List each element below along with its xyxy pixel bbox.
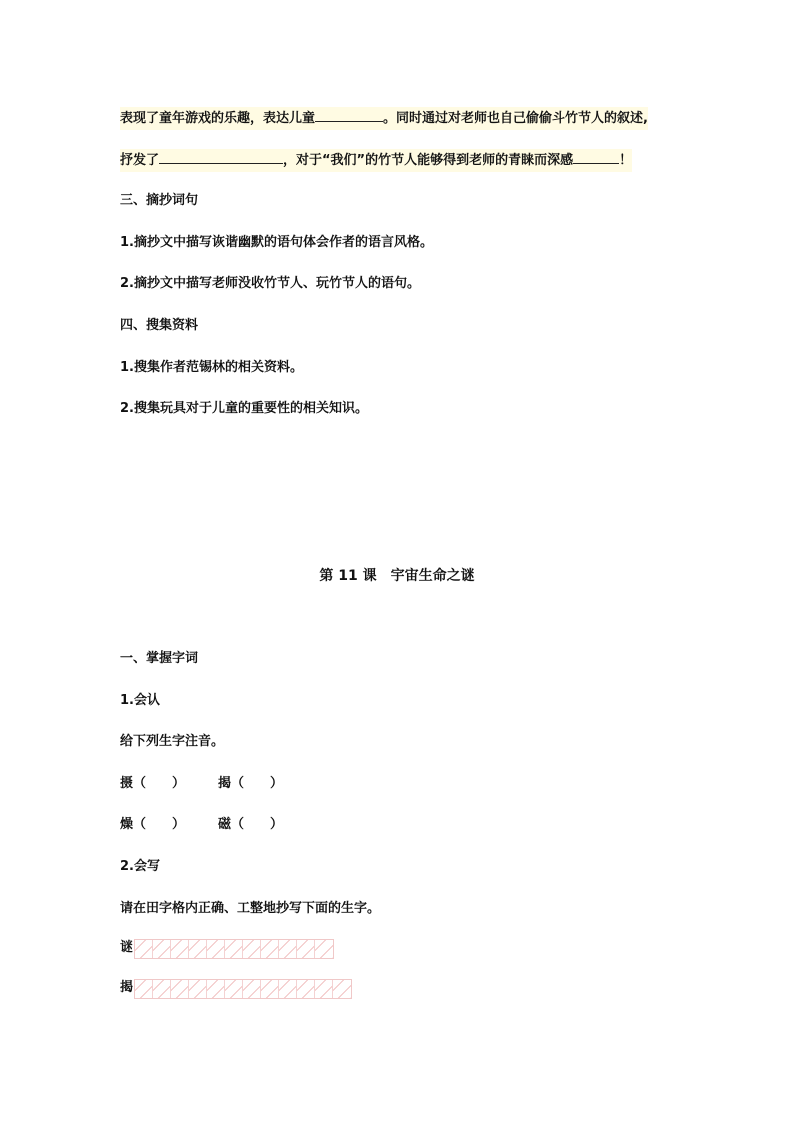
pinyin-char: 燥: [120, 817, 134, 832]
pinyin-bracket[interactable]: （ ）: [133, 817, 186, 832]
grid-char: 揭: [120, 980, 134, 995]
grid-cell[interactable]: [189, 980, 207, 998]
para2-text-b: ，对于“我们”的竹节人能够得到老师的青睐而深感: [283, 153, 574, 168]
grid-cell[interactable]: [189, 940, 207, 958]
section4-item-1: 1.搜集作者范锡林的相关资料。: [120, 360, 303, 375]
grid-cell[interactable]: [135, 940, 153, 958]
section3-item-2: 2.摘抄文中描写老师没收竹节人、玩竹节人的语句。: [120, 276, 420, 291]
pinyin-item-1: [120, 773, 185, 795]
grid-cell[interactable]: [171, 980, 189, 998]
section1-sub-1: 1.会认: [120, 693, 160, 708]
pinyin-item-4: [218, 814, 283, 836]
section1-sub-2: 2.会写: [120, 859, 160, 874]
grid-cell[interactable]: [315, 980, 333, 998]
section3-heading: 三、摘抄词句: [120, 193, 199, 208]
pinyin-bracket[interactable]: （ ）: [133, 776, 186, 791]
grid-cell[interactable]: [279, 940, 297, 958]
grid-char: 谜: [120, 940, 134, 955]
pinyin-char: 摄: [120, 776, 134, 791]
grid-cell[interactable]: [171, 940, 189, 958]
grid-cell[interactable]: [297, 980, 315, 998]
section1-instruction-2: 请在田字格内正确、工整地抄写下面的生字。: [120, 901, 381, 916]
fill-blank-2[interactable]: [159, 149, 283, 164]
section4-heading: 四、搜集资料: [120, 318, 199, 333]
paragraph-line-1: [120, 107, 648, 130]
pinyin-char: 揭: [218, 776, 232, 791]
grid-cell[interactable]: [243, 980, 261, 998]
pinyin-item-2: [218, 773, 283, 795]
grid-cell[interactable]: [333, 980, 351, 998]
pinyin-item-3: [120, 814, 185, 836]
section4-item-2: 2.搜集玩具对于儿童的重要性的相关知识。: [120, 401, 368, 416]
grid-cell[interactable]: [261, 940, 279, 958]
section1-heading: 一、掌握字词: [120, 651, 199, 666]
section3-item-1: 1.摘抄文中描写诙谐幽默的语句体会作者的语言风格。: [120, 235, 433, 250]
section1-instruction-1: 给下列生字注音。: [120, 734, 225, 749]
lesson-title: 第 11 课 宇宙生命之谜: [319, 568, 475, 584]
fill-blank-1[interactable]: [315, 107, 383, 122]
para2-text-c: ！: [619, 153, 633, 168]
tianzige-grid[interactable]: [134, 979, 352, 999]
para1-text-a: 表现了童年游戏的乐趣，表达儿童: [120, 111, 316, 126]
para1-text-b: 。同时通过对老师也自己偷偷斗竹节人的叙述,: [383, 111, 648, 126]
grid-row-2: [120, 978, 352, 998]
grid-cell[interactable]: [279, 980, 297, 998]
pinyin-char: 磁: [218, 817, 232, 832]
grid-cell[interactable]: [153, 980, 171, 998]
grid-cell[interactable]: [153, 940, 171, 958]
grid-cell[interactable]: [315, 940, 333, 958]
grid-cell[interactable]: [261, 980, 279, 998]
grid-row-1: [120, 938, 334, 958]
pinyin-bracket[interactable]: （ ）: [231, 817, 284, 832]
grid-cell[interactable]: [297, 940, 315, 958]
para2-text-a: 抒发了: [120, 153, 160, 168]
tianzige-grid[interactable]: [134, 939, 334, 959]
grid-cell[interactable]: [207, 940, 225, 958]
fill-blank-3[interactable]: [573, 149, 619, 164]
grid-cell[interactable]: [135, 980, 153, 998]
grid-cell[interactable]: [243, 940, 261, 958]
grid-cell[interactable]: [225, 940, 243, 958]
grid-cell[interactable]: [225, 980, 243, 998]
pinyin-bracket[interactable]: （ ）: [231, 776, 284, 791]
grid-cell[interactable]: [207, 980, 225, 998]
paragraph-line-2: [120, 149, 632, 172]
